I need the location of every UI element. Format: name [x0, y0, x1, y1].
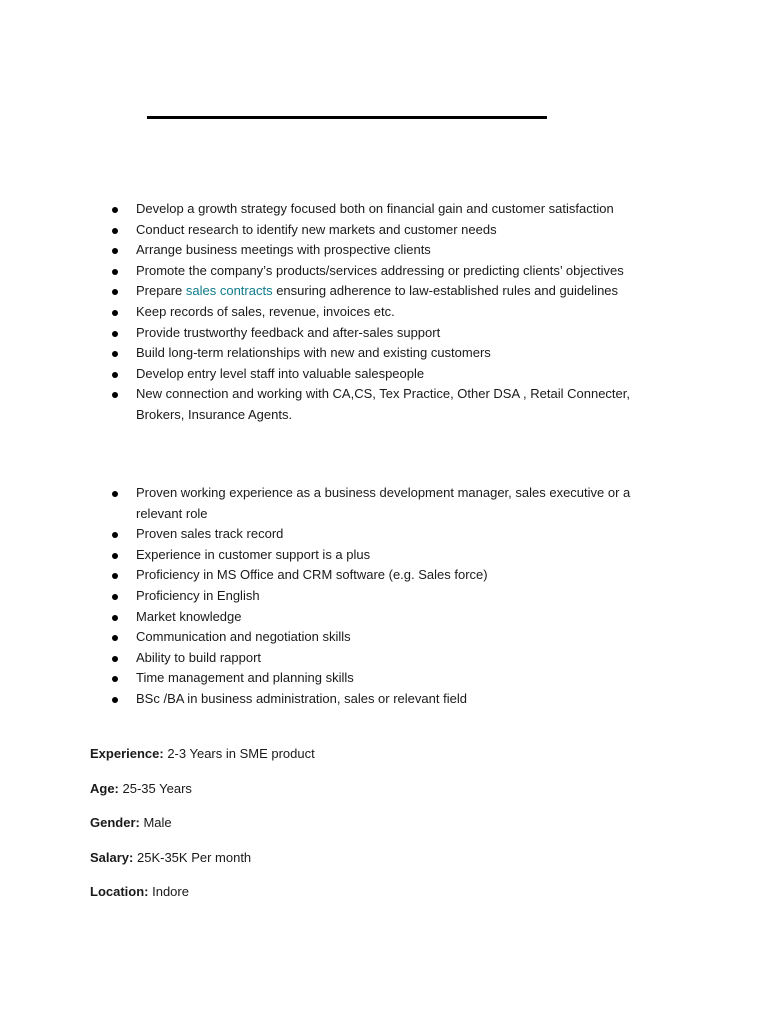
list-item: New connection and working with CA,CS, Tex Practice, Other DSA , Retail Connecter, Brokers, Insurance Agents. [110, 384, 670, 425]
bullet-icon [112, 269, 118, 275]
horizontal-rule [147, 116, 547, 119]
list-item: Conduct research to identify new markets and customer needs [110, 220, 670, 241]
experience-field [90, 744, 315, 779]
list-item: Proficiency in MS Office and CRM software (e.g. Sales force) [110, 565, 670, 586]
bullet-icon [112, 594, 118, 600]
salary-field [90, 848, 315, 883]
experience-label: Experience: [90, 746, 164, 761]
list-item: Communication and negotiation skills [110, 627, 670, 648]
age-field [90, 779, 315, 814]
bullet-icon [112, 553, 118, 559]
salary-label: Salary: [90, 849, 134, 865]
bullet-icon [112, 635, 118, 641]
bullet-icon [112, 491, 118, 497]
list-item: Promote the company’s products/services addressing or predicting clients’ objectives [110, 261, 670, 282]
list-item: BSc /BA in business administration, sales or relevant field [110, 689, 670, 710]
list-item: Time management and planning skills [110, 668, 670, 689]
bullet-icon [112, 351, 118, 357]
gender-field [90, 813, 315, 848]
location-value: Indore [148, 884, 189, 900]
list-item: Prepare sales contracts ensuring adherence to law-established rules and guidelines [110, 281, 670, 302]
list-item: Develop a growth strategy focused both on financial gain and customer satisfaction [110, 199, 670, 220]
list-item: Experience in customer support is a plus [110, 545, 670, 566]
bullet-icon [112, 289, 118, 295]
salary-value: 25K-35K Per month [133, 849, 252, 865]
list-item: Ability to build rapport [110, 648, 670, 669]
bullet-icon [112, 331, 118, 337]
bullet-icon [112, 676, 118, 682]
bullet-icon [112, 573, 118, 579]
bullet-icon [112, 228, 118, 234]
bullet-icon [112, 248, 118, 254]
list-item: Market knowledge [110, 607, 670, 628]
list-item: Proven sales track record [110, 524, 670, 545]
duties-list [110, 199, 670, 426]
list-item: Arrange business meetings with prospective clients [110, 240, 670, 261]
gender-value: Male [139, 815, 172, 831]
bullet-icon [112, 697, 118, 703]
list-item: Develop entry level staff into valuable salespeople [110, 364, 670, 385]
location-label: Location: [90, 884, 149, 900]
bullet-icon [112, 615, 118, 621]
list-item: Provide trustworthy feedback and after-sales support [110, 323, 670, 344]
list-item: Proven working experience as a business development manager, sales executive or a relevant role [110, 483, 670, 524]
list-item: Keep records of sales, revenue, invoices etc. [110, 302, 670, 323]
bullet-icon [112, 310, 118, 316]
gender-label: Gender: [90, 815, 140, 831]
age-value: 25-35 Years [118, 780, 192, 796]
list-item: Proficiency in English [110, 586, 670, 607]
list-item: Build long-term relationships with new and existing customers [110, 343, 670, 364]
bullet-icon [112, 392, 118, 398]
age-label: Age: [90, 780, 119, 796]
bullet-icon [112, 656, 118, 662]
experience-value: 2-3 Years in SME product [163, 746, 315, 761]
bullet-icon [112, 372, 118, 378]
requirements-list [110, 483, 670, 710]
job-details [90, 744, 315, 917]
location-field [90, 882, 315, 917]
bullet-icon [112, 207, 118, 213]
bullet-icon [112, 532, 118, 538]
sales-contracts-link[interactable]: sales contracts [185, 283, 273, 299]
